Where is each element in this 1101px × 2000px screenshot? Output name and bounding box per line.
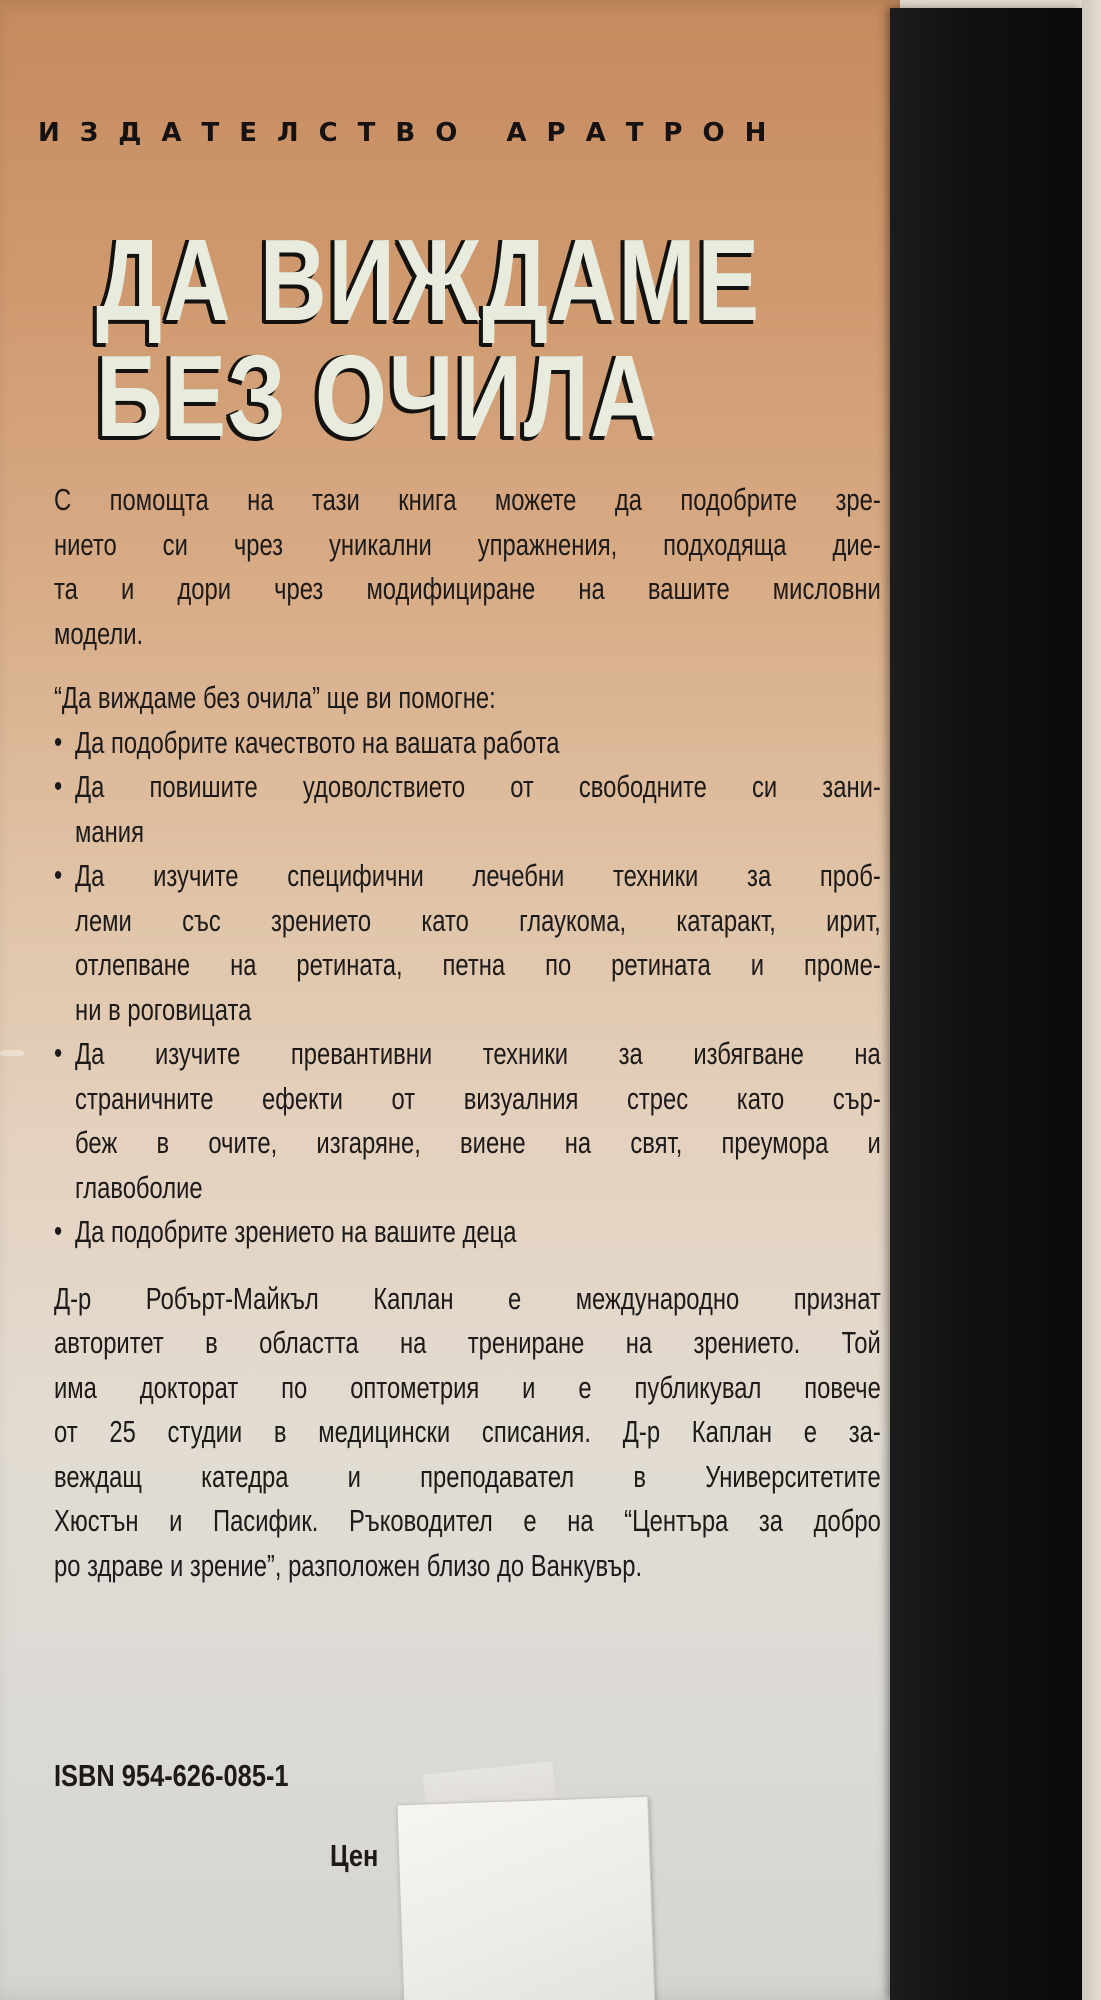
bullet-line: Да изучите специфични лечебни техники за проб- — [75, 859, 881, 893]
price-sticker — [396, 1796, 655, 2000]
benefits-list — [54, 721, 881, 1255]
list-item — [54, 765, 881, 854]
bullet-icon: • — [54, 1215, 63, 1248]
bullet-line: Да подобрите качеството на вашата работа — [75, 725, 560, 760]
help-heading: “Да виждаме без очила” ще ви помогне: — [54, 681, 496, 715]
author-line: от 25 студии в медицински списания. Д-р Каплан е за- — [54, 1415, 881, 1449]
list-item — [54, 1032, 881, 1210]
bullet-line: страничните ефекти от визуалния стрес като сър- — [75, 1081, 881, 1116]
author-line: Д-р Робърт-Майкъл Каплан е международно признат — [54, 1281, 881, 1316]
isbn-number: ISBN 954-626-085-1 — [54, 1758, 289, 1793]
intro-paragraph — [54, 478, 881, 656]
title-line-2: БЕЗ ОЧИЛА — [96, 331, 660, 461]
bullet-line: Да подобрите зрението на вашите деца — [75, 1215, 517, 1249]
intro-line: нието си чрез уникални упражнения, подходяща дие- — [54, 527, 881, 562]
bullet-icon: • — [54, 1037, 63, 1070]
background-surface — [1082, 0, 1101, 2000]
list-item — [54, 1210, 881, 1255]
cover-crease — [0, 1050, 24, 1056]
author-line: веждащ катедра и преподавател в Университетите — [54, 1459, 881, 1494]
intro-line: С помощта на тази книга можете да подобрите зре- — [54, 483, 881, 517]
bullet-line: главоболие — [75, 1170, 203, 1205]
bullet-line: леми със зрението като глаукома, катаракт, ирит, — [75, 903, 881, 938]
price-label: Цен — [330, 1838, 379, 1873]
author-line: Хюстън и Пасифик. Ръководител е на “Центъра за добро — [54, 1504, 881, 1538]
author-line: има докторат по оптометрия и е публикувал повече — [54, 1370, 881, 1405]
bullet-line: Да изучите превантивни техники за избягване на — [75, 1037, 881, 1071]
book-title — [96, 215, 761, 461]
author-line: авторитет в областта на трениране на зрението. Той — [54, 1326, 881, 1360]
blurb — [54, 478, 881, 1588]
list-item — [54, 721, 881, 766]
bullet-line: беж в очите, изгаряне, виене на свят, преумора и — [75, 1126, 881, 1160]
bullet-icon: • — [54, 859, 63, 892]
bullet-line: Да повишите удоволствието от свободните си зани- — [75, 770, 881, 804]
bullet-line: мания — [75, 814, 144, 849]
intro-line: модели. — [54, 616, 144, 651]
bullet-line: отлепване на ретината, петна по ретината и проме- — [75, 948, 881, 982]
bullet-icon: • — [54, 770, 63, 803]
bullet-line: ни в роговицата — [75, 992, 252, 1027]
author-bio — [54, 1277, 881, 1589]
author-line: ро здраве и зрение”, разположен близо до Ванкувър. — [54, 1548, 643, 1583]
list-item — [54, 854, 881, 1032]
book-spine — [890, 8, 1082, 2000]
title-line-1: ДА ВИЖДАМЕ — [96, 215, 761, 345]
intro-line: та и дори чрез модифициране на вашите мисловни — [54, 572, 881, 606]
bullet-icon: • — [54, 725, 63, 759]
publisher-name: ИЗДАТЕЛСТВО АРАТРОН — [38, 118, 787, 148]
